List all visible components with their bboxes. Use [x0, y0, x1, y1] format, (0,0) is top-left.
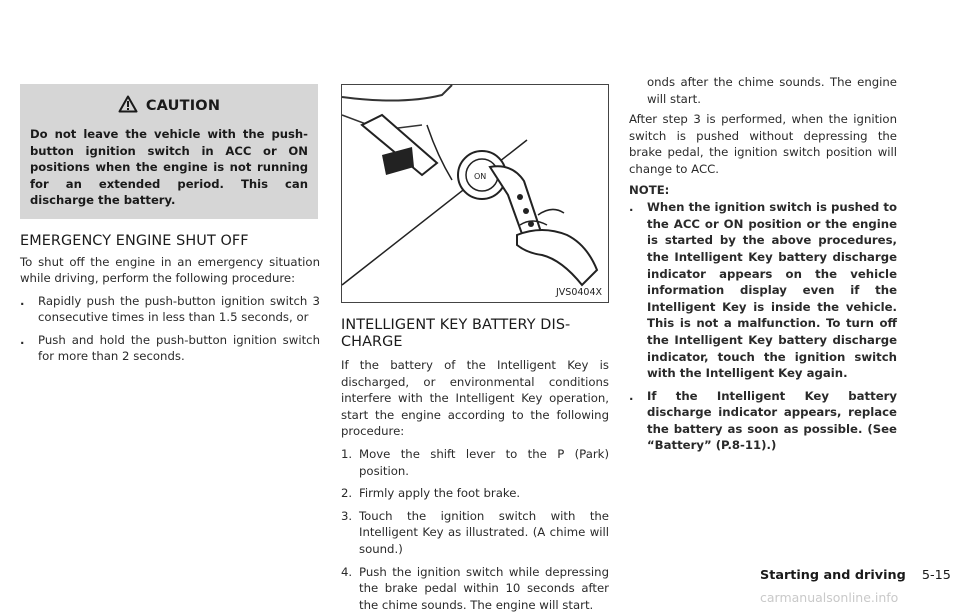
watermark: carmanualsonline.info	[760, 590, 899, 605]
figure-id: JVS0404X	[555, 287, 602, 298]
note-label: NOTE:	[629, 182, 670, 197]
shutoff-intro: To shut off the engine in an emergency situation while driving, perform the following procedure:	[20, 254, 320, 286]
middle-column	[341, 84, 609, 612]
caution-title: CAUTION	[145, 98, 221, 114]
list-item: 4. Push the ignition switch while depressing the brake pedal within 10 seconds after the chime sounds. The engine will start.	[341, 564, 609, 612]
caution-header	[30, 90, 308, 122]
list-item: 2. Firmly apply the foot brake.	[341, 486, 521, 501]
battery-intro: If the battery of the Intelligent Key is discharged, or environmental conditions interfere with the Intelligent Key operation, start the engine according to the following procedure:	[341, 358, 609, 439]
list-item: . When the ignition switch is pushed to the ACC or ON position or the engine is started by the above procedures, the Intelligent Key battery discharge indicator appears on the vehicle information display even if the Intelligent Key is inside the vehicle. This is not a malfunction. To turn off the Intelligent Key battery discharge indicator, touch the ignition switch with the Intelligent Key again.	[629, 200, 897, 381]
list-item: 3. Touch the ignition switch with the Intelligent Key as illustrated. (A chime will sound.)	[341, 508, 609, 556]
section-heading-shutoff: EMERGENCY ENGINE SHUT OFF	[20, 232, 249, 249]
list-item: . If the Intelligent Key battery discharge indicator appears, replace the battery as soon as possible. (See “Battery” (P.8-11).)	[629, 388, 897, 453]
caution-text: Do not leave the vehicle with the push-button ignition switch in ACC or ON positions when the engine is not running for an extended period. This can discharge the battery.	[30, 127, 308, 207]
left-column	[20, 84, 320, 365]
list-item: . Push and hold the push-button ignition switch for more than 2 seconds.	[20, 332, 320, 364]
after-step-text: After step 3 is performed, when the ignition switch is pushed without depressing the brake pedal, the ignition switch position will change to ACC.	[629, 112, 897, 176]
section-heading-battery: INTELLIGENT KEY BATTERY DIS- CHARGE	[341, 317, 571, 350]
list-item: . Rapidly push the push-button ignition switch 3 consecutive times in less than 1.5 seconds, or	[20, 293, 320, 325]
illustration-drawing	[342, 85, 608, 302]
footer-section: Starting and driving	[760, 568, 906, 583]
step-4-continued: onds after the chime sounds. The engine will start.	[647, 75, 897, 106]
svg-text:ON: ON	[474, 172, 487, 181]
list-item: 1. Move the shift lever to the P (Park) position.	[341, 446, 609, 478]
caution-box	[20, 84, 318, 219]
warning-triangle-icon	[118, 95, 138, 117]
right-column	[629, 74, 897, 454]
key-illustration	[341, 84, 609, 303]
page-footer	[760, 568, 951, 583]
page-number: 5-15	[921, 568, 951, 583]
